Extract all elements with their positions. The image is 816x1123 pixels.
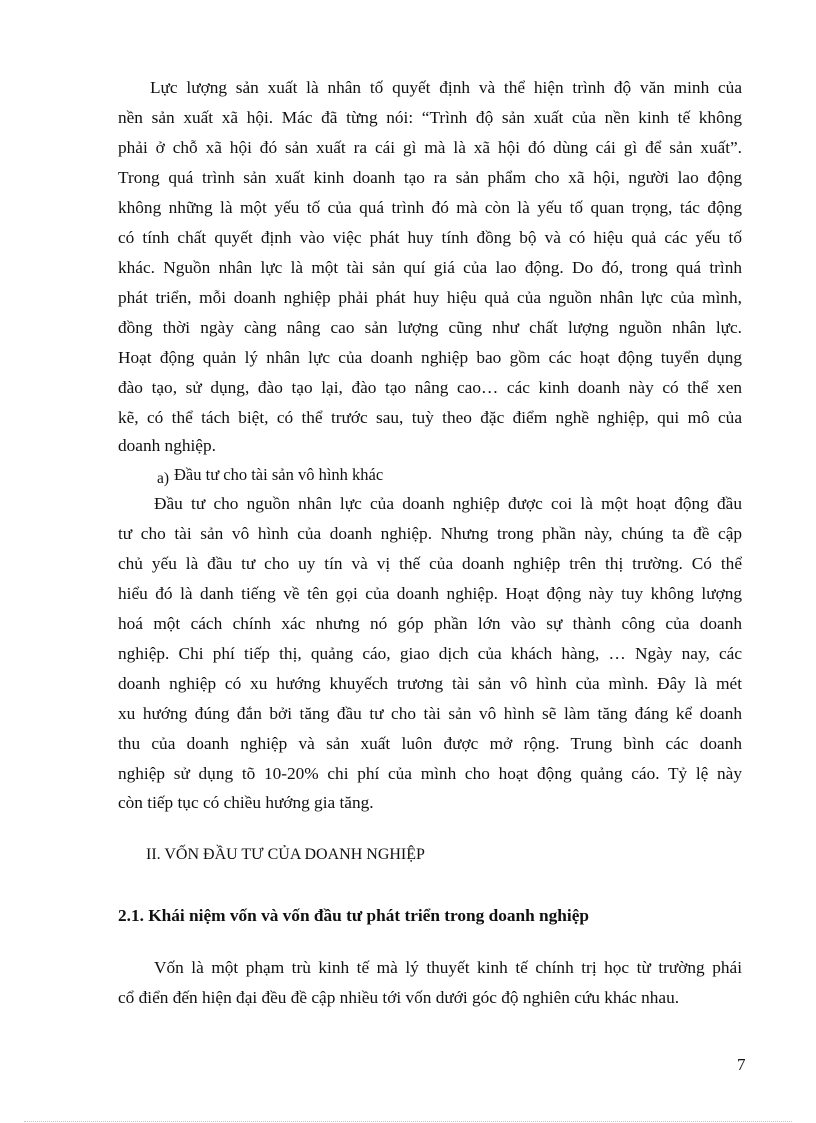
text-line: khác. Nguồn nhân lực là một tài sản quí giá của lao động. Do đó, trong quá trình: [118, 258, 742, 277]
text-line: Vốn là một phạm trù kinh tế mà lý thuyết kinh tế chính trị học từ trường phái: [154, 958, 742, 977]
footer-divider: [24, 1121, 792, 1122]
text-line: nghiệp. Chi phí tiếp thị, quảng cáo, giao dịch của khách hàng, … Ngày nay, các: [118, 644, 742, 663]
text-line: hiểu đó là danh tiếng về tên gọi của doanh nghiệp. Hoạt động này tuy không lượng: [118, 584, 742, 603]
text-line: xu hướng đúng đắn bởi tăng đầu tư cho tài sản vô hình sẽ làm tăng đáng kể doanh: [118, 704, 742, 723]
text-line: có tính chất quyết định vào việc phát huy tính đồng bộ và có hiệu quả các yếu tố: [118, 228, 742, 247]
subsection-title: Đầu tư cho tài sản vô hình khác: [174, 465, 384, 484]
text-line: doanh nghiệp có xu hướng khuyếch trương tài sản vô hình của mình. Đây là mét: [118, 674, 742, 693]
text-line: kẽ, có thể tách biệt, có thể trước sau, tuỳ theo đặc điểm nghề nghiệp, qui mô của: [118, 408, 742, 427]
list-marker: a): [157, 470, 170, 487]
text-line: phải ở chỗ xã hội đó sản xuất ra cái gì mà là xã hội đó dùng cái gì để sản xuất”.: [118, 138, 742, 157]
text-line: tư cho tài sản vô hình của doanh nghiệp. Nhưng trong phần này, chúng ta đề cập: [118, 524, 742, 543]
text-line: chủ yếu là đầu tư cho uy tín và vị thế của doanh nghiệp trên thị trường. Có thể: [118, 554, 742, 573]
text-line: còn tiếp tục có chiều hướng gia tăng.: [118, 793, 374, 812]
section-heading: II. VỐN ĐẦU TƯ CỦA DOANH NGHIỆP: [146, 846, 425, 863]
text-line: cổ điển đến hiện đại đều đề cập nhiều tới vốn dưới góc độ nghiên cứu khác nhau.: [118, 988, 680, 1007]
text-line: thu của doanh nghiệp và sản xuất luôn được mở rộng. Trung bình các doanh: [118, 734, 742, 753]
text-line: phát triển, mỗi doanh nghiệp phải phát huy hiệu quả của nguồn nhân lực của mình,: [118, 288, 742, 307]
text-line: nghiệp sử dụng tõ 10-20% chi phí của mình cho hoạt động quảng cáo. Tỷ lệ này: [118, 764, 742, 783]
text-line: Lực lượng sản xuất là nhân tố quyết định và thể hiện trình độ văn minh của: [150, 78, 742, 97]
text-line: đào tạo, sử dụng, đào tạo lại, đào tạo nâng cao… các kinh doanh này có thể xen: [118, 378, 742, 397]
text-line: Đầu tư cho nguồn nhân lực của doanh nghiệp được coi là một hoạt động đầu: [154, 494, 742, 513]
text-line: đồng thời ngày càng nâng cao sản lượng cũng như chất lượng nguồn nhân lực.: [118, 318, 742, 337]
text-line: hoá một cách chính xác nhưng nó góp phần lớn vào sự thành công của doanh: [118, 614, 742, 633]
text-line: Hoạt động quản lý nhân lực của doanh nghiệp bao gồm các hoạt động tuyển dụng: [118, 348, 742, 367]
text-line: không những là một yếu tố của quá trình đó mà còn là yếu tố quan trọng, tác động: [118, 198, 742, 217]
subsection-heading: 2.1. Khái niệm vốn và vốn đầu tư phát triển trong doanh nghiệp: [118, 906, 589, 925]
page-number: 7: [737, 1055, 746, 1074]
text-line: doanh nghiệp.: [118, 436, 216, 455]
text-line: nền sản xuất xã hội. Mác đã từng nói: “Trình độ sản xuất của nền kinh tế không: [118, 108, 742, 127]
text-line: Trong quá trình sản xuất kinh doanh tạo ra sản phẩm cho xã hội, người lao động: [118, 168, 742, 187]
